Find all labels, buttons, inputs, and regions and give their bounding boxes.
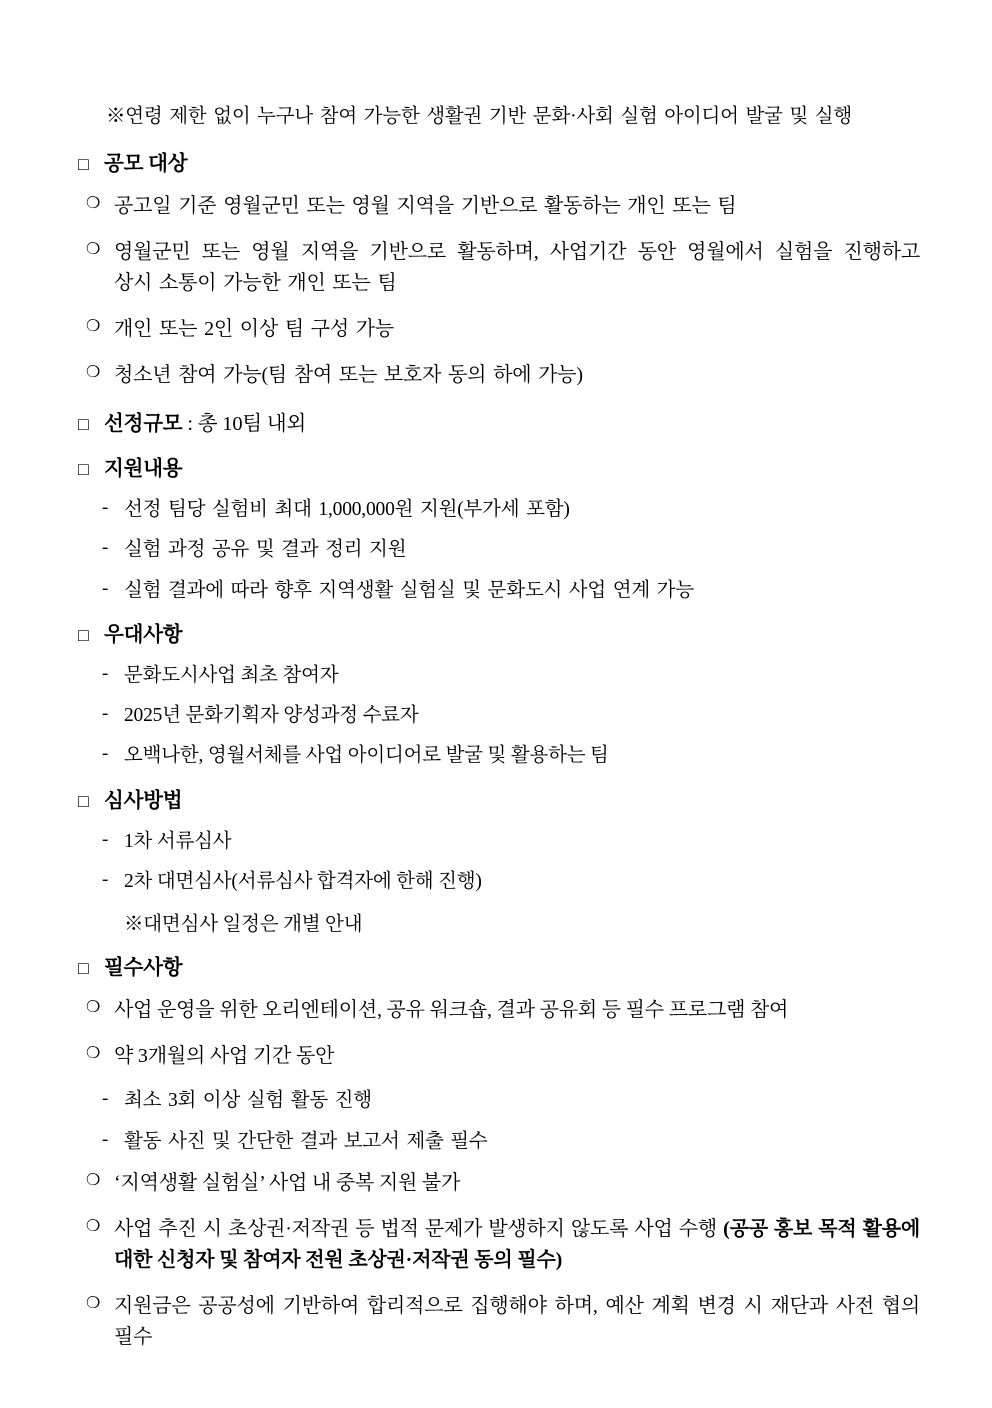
- square-marker-icon: □: [78, 958, 89, 979]
- circle-marker-icon: ❍: [86, 364, 101, 381]
- list-item: [102, 868, 920, 895]
- list-item: [86, 360, 920, 391]
- dash-marker-icon: -: [102, 743, 109, 765]
- list-item-text: 2025년 문화기획자 양성과정 수료자: [124, 705, 419, 727]
- section-heading-gongmo-daesang: [78, 146, 920, 176]
- list-item: [102, 742, 920, 769]
- list-item: [86, 1214, 920, 1276]
- list-item: [102, 1128, 920, 1155]
- list-item: [102, 1087, 920, 1114]
- section-heading-suffix: : 총 10팀 내외: [182, 413, 307, 435]
- circle-marker-icon: ❍: [86, 1171, 101, 1189]
- list-item-text: 지원금은 공공성에 기반하여 합리적으로 집행해야 하며, 예산 계획 변경 시 재단과 사전 협의 필수: [114, 1294, 920, 1348]
- dash-marker-icon: -: [102, 1088, 109, 1110]
- list-item: [102, 702, 920, 729]
- section-heading-label: 공모 대상: [104, 153, 188, 175]
- dash-marker-icon: -: [102, 703, 109, 725]
- circle-marker-icon: ❍: [86, 999, 101, 1017]
- list-item-text-bold: (공공 홍보 목적 활용에 대한 신청자 및 참여자 전원 초상권·저작권 동의 필수): [114, 1217, 920, 1271]
- circle-marker-icon: ❍: [86, 195, 101, 212]
- list-item-text: 사업 운영을 위한 오리엔테이션, 공유 워크숍, 결과 공유회 등 필수 프로그램 참여: [114, 999, 789, 1022]
- circle-marker-icon: ❍: [86, 241, 101, 258]
- list-item: [102, 577, 920, 604]
- section-heading-simsa-bangbeop: [78, 783, 920, 813]
- top-note: ※연령 제한 없이 누구나 참여 가능한 생활권 기반 문화·사회 실험 아이디어 발굴 및 실행: [106, 106, 853, 127]
- list-item: [102, 496, 920, 523]
- list-item: [86, 1291, 920, 1353]
- list-item-text: 실험 과정 공유 및 결과 정리 지원: [124, 539, 407, 561]
- dash-marker-icon: -: [102, 497, 109, 518]
- list-item: [86, 1168, 920, 1199]
- section-note: ※대면심사 일정은 개별 안내: [124, 914, 363, 936]
- list-item-text: 선정 팀당 실험비 최대 1,000,000원 지원(부가세 포함): [124, 499, 570, 520]
- list-item: [86, 191, 920, 222]
- list-item-text: 개인 또는 2인 이상 팀 구성 가능: [114, 318, 395, 340]
- dash-marker-icon: -: [102, 869, 109, 891]
- dash-marker-icon: -: [102, 662, 109, 684]
- list-item: [86, 1041, 920, 1072]
- section-heading-pilsu-sahang: [78, 950, 920, 980]
- list-item-text-rich: [114, 1214, 920, 1276]
- list-item-text: 문화도시사업 최초 참여자: [124, 664, 339, 686]
- dash-marker-icon: -: [102, 577, 109, 599]
- list-item: [102, 662, 920, 689]
- list-item-text: 1차 서류심사: [124, 830, 232, 852]
- dash-marker-icon: -: [102, 537, 109, 559]
- list-item-text: 실험 결과에 따라 향후 지역생활 실험실 및 문화도시 사업 연계 가능: [124, 579, 694, 601]
- section-heading-jiwon-naeyong: [78, 451, 920, 481]
- section-heading-label: 지원내용: [104, 458, 183, 480]
- list-item: [102, 536, 920, 563]
- list-item-text: 영월군민 또는 영월 지역을 기반으로 활동하며, 사업기간 동안 영월에서 실험을 진행하고 상시 소통이 가능한 개인 또는 팀: [114, 241, 920, 294]
- list-item-text: 오백나한, 영월서체를 사업 아이디어로 발굴 및 활용하는 팀: [124, 745, 609, 767]
- section-heading-udae-sahang: [78, 617, 920, 647]
- section-heading-label: 필수사항: [104, 957, 183, 980]
- list-item-text: 활동 사진 및 간단한 결과 보고서 제출 필수: [124, 1130, 488, 1152]
- section-heading-label: [104, 406, 306, 436]
- section-heading-label: 우대사항: [104, 623, 183, 646]
- list-item-text: 2차 대면심사(서류심사 합격자에 한해 진행): [124, 871, 482, 893]
- list-item: [86, 995, 920, 1026]
- square-marker-icon: □: [78, 624, 89, 645]
- circle-marker-icon: ❍: [86, 1294, 101, 1312]
- list-item-text: 청소년 참여 가능(팀 참여 또는 보호자 동의 하에 가능): [114, 364, 583, 386]
- dash-marker-icon: -: [102, 1128, 109, 1150]
- section-heading-label: 심사방법: [104, 789, 183, 812]
- section-heading-seonjeong-gyumo: [78, 406, 920, 436]
- square-marker-icon: □: [78, 459, 89, 479]
- list-item-text: 공고일 기준 영월군민 또는 영월 지역을 기반으로 활동하는 개인 또는 팀: [114, 195, 737, 217]
- dash-marker-icon: -: [102, 828, 109, 850]
- list-item: [86, 314, 920, 345]
- section-heading-text: 선정규모: [104, 413, 183, 435]
- circle-marker-icon: ❍: [86, 1217, 101, 1235]
- circle-marker-icon: ❍: [86, 1045, 101, 1063]
- circle-marker-icon: ❍: [86, 318, 101, 335]
- list-item-text: 최소 3회 이상 실험 활동 진행: [124, 1090, 372, 1112]
- list-item-text: 약 3개월의 사업 기간 동안: [114, 1045, 335, 1068]
- list-item: [86, 237, 920, 299]
- list-item-text-normal: 사업 추진 시 초상권·저작권 등 법적 문제가 발생하지 않도록 사업 수행: [114, 1217, 724, 1240]
- list-item-text: ‘지역생활 실험실’ 사업 내 중복 지원 불가: [114, 1171, 461, 1194]
- list-item: [102, 828, 920, 855]
- square-marker-icon: □: [78, 790, 89, 811]
- square-marker-icon: □: [78, 154, 89, 174]
- square-marker-icon: □: [78, 414, 89, 434]
